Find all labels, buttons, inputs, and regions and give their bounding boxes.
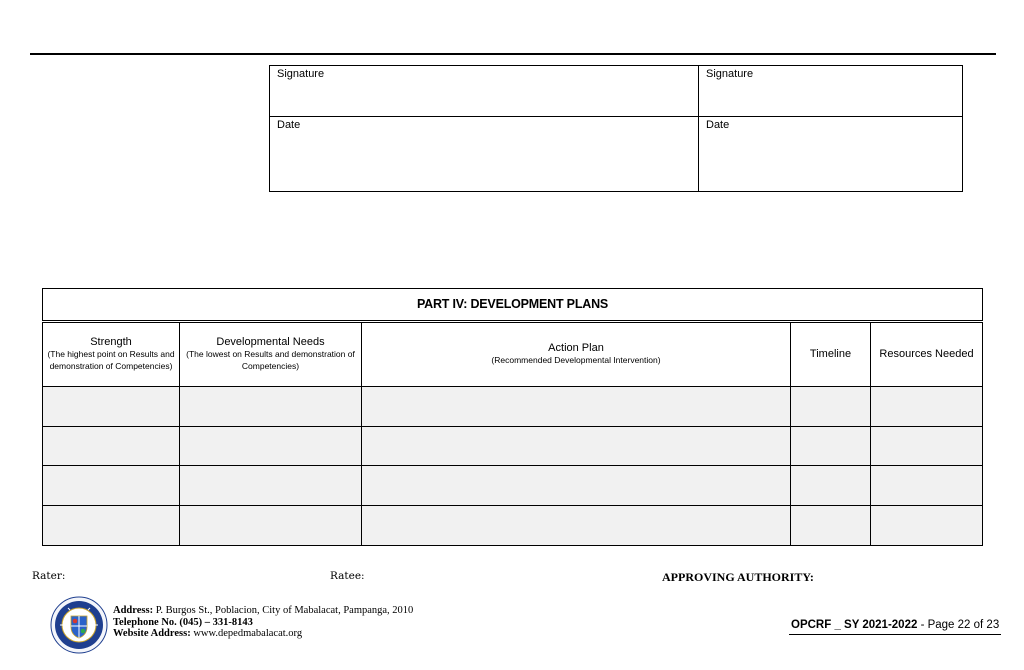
- website-line: [113, 628, 413, 640]
- development-plans-table: [42, 288, 983, 546]
- table-cell[interactable]: [871, 386, 983, 426]
- table-cell[interactable]: [43, 386, 180, 426]
- table-cell[interactable]: [180, 426, 362, 466]
- signature-cell-left: [270, 66, 699, 117]
- table-cell[interactable]: [43, 426, 180, 466]
- website-value[interactable]: www.depedmabalacat.org: [193, 628, 303, 639]
- address-value: P. Burgos St., Poblacion, City of Mabalacat, Pampanga, 2010: [155, 605, 414, 616]
- header-needs: [180, 321, 362, 386]
- header-needs-sub: (The lowest on Results and demonstration of Competencies): [186, 349, 355, 372]
- website-label: Website Address:: [113, 628, 191, 639]
- signature-label: Signature: [706, 68, 754, 80]
- date-cell-left: [270, 117, 699, 192]
- header-strength: [43, 321, 180, 386]
- table-cell[interactable]: [791, 426, 871, 466]
- rater-label: Rater:: [32, 570, 66, 582]
- table-cell[interactable]: [871, 466, 983, 506]
- header-rule: [30, 53, 996, 55]
- telephone-line: [113, 617, 413, 629]
- table-cell[interactable]: [180, 466, 362, 506]
- table-cell[interactable]: [791, 386, 871, 426]
- date-cell-right: [699, 117, 963, 192]
- table-cell[interactable]: [362, 506, 791, 546]
- ratee-label: Ratee:: [330, 570, 365, 582]
- division-seal-logo: [50, 596, 108, 654]
- header-action: [362, 321, 791, 386]
- table-cell[interactable]: [871, 506, 983, 546]
- header-action-label: Action Plan: [548, 342, 604, 355]
- table-cell[interactable]: [43, 506, 180, 546]
- address-line: [113, 605, 413, 617]
- signature-table: [269, 65, 963, 192]
- table-cell[interactable]: [871, 426, 983, 466]
- table-cell[interactable]: [362, 466, 791, 506]
- table-cell[interactable]: [791, 506, 871, 546]
- signature-label: Signature: [277, 68, 325, 80]
- header-resources-label: Resources Needed: [879, 348, 974, 361]
- date-label: Date: [706, 119, 730, 131]
- table-cell[interactable]: [180, 506, 362, 546]
- table-row: [43, 426, 983, 466]
- development-plans-title: PART IV: DEVELOPMENT PLANS: [43, 289, 983, 322]
- table-row: [43, 506, 983, 546]
- document-code: OPCRF _ SY 2021-2022: [791, 619, 918, 631]
- telephone-label: Telephone No. (045) – 331-8143: [113, 616, 253, 628]
- header-needs-label: Developmental Needs: [216, 336, 325, 349]
- header-action-sub: (Recommended Developmental Intervention): [491, 355, 661, 366]
- header-timeline: [791, 321, 871, 386]
- header-resources: [871, 321, 983, 386]
- date-label: Date: [277, 119, 301, 131]
- header-strength-sub: (The highest point on Results and demonstration of Competencies): [47, 349, 175, 372]
- page-info-rule: [789, 634, 1001, 635]
- footer-address-block: [113, 605, 413, 640]
- table-cell[interactable]: [180, 386, 362, 426]
- page-info: [791, 619, 999, 631]
- address-label: Address:: [113, 605, 154, 616]
- table-cell[interactable]: [362, 386, 791, 426]
- header-timeline-label: Timeline: [809, 348, 852, 361]
- approving-authority-label: APPROVING AUTHORITY:: [662, 570, 814, 584]
- signature-cell-right: [699, 66, 963, 117]
- table-cell[interactable]: [43, 466, 180, 506]
- header-strength-label: Strength: [90, 336, 132, 349]
- page-number: - Page 22 of 23: [917, 619, 1000, 631]
- table-cell[interactable]: [362, 426, 791, 466]
- table-row: [43, 466, 983, 506]
- table-cell[interactable]: [791, 466, 871, 506]
- table-row: [43, 386, 983, 426]
